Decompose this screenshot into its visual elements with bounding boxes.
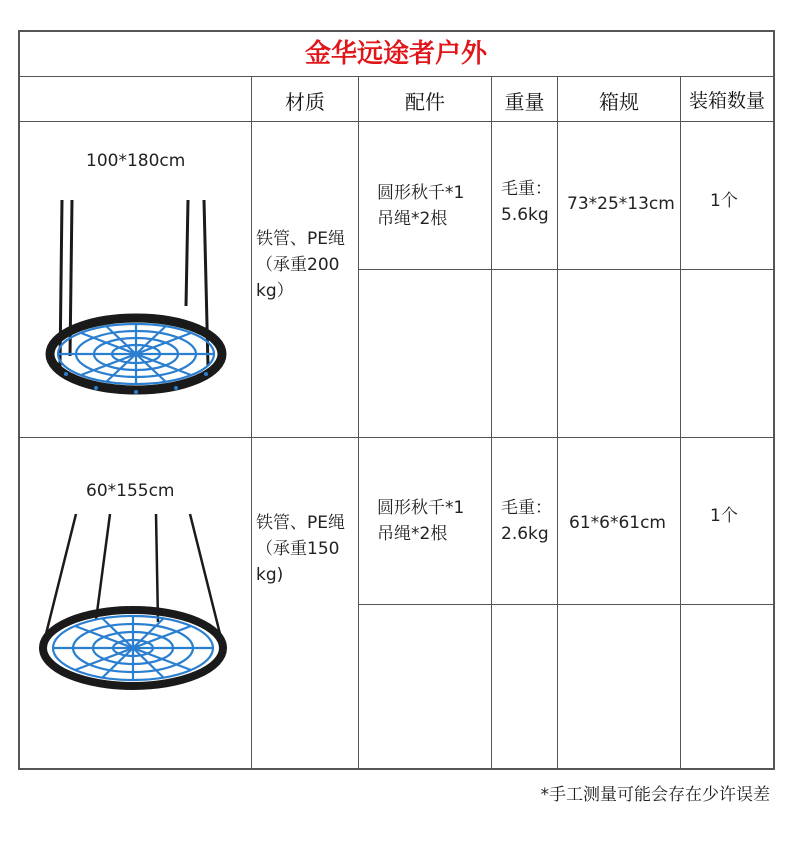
parts-line: 圆形秋千*1 — [377, 498, 465, 518]
parts-line: 吊绳*2根 — [377, 524, 448, 544]
material-cell — [256, 510, 356, 588]
round-swing-image — [36, 196, 236, 418]
parts-line: 吊绳*2根 — [377, 209, 448, 229]
page-title: 金华远途者户外 — [304, 39, 487, 69]
header-parts: 配件 — [405, 90, 445, 114]
header-qty: 装箱数量 — [688, 90, 765, 112]
product-size: 100*180cm — [86, 151, 186, 171]
header-material: 材质 — [285, 90, 325, 114]
product-size: 60*155cm — [86, 481, 175, 501]
weight-value: 2.6kg — [501, 524, 549, 544]
weight-label: 毛重： — [501, 179, 552, 199]
material-line: （承重200 — [256, 255, 340, 275]
box-size-cell: 61*6*61cm — [569, 513, 666, 533]
parts-cell — [377, 180, 464, 232]
qty-cell: 1个 — [710, 506, 738, 526]
weight-label: 毛重： — [501, 498, 552, 518]
material-line: 铁管、PE绳 — [256, 513, 345, 533]
material-line: kg） — [256, 281, 294, 301]
material-line: kg) — [256, 565, 284, 585]
qty-cell: 1个 — [710, 191, 738, 211]
parts-line: 圆形秋千*1 — [377, 183, 465, 203]
header-box-size: 箱规 — [599, 90, 639, 114]
weight-cell — [501, 495, 552, 547]
material-line: 铁管、PE绳 — [256, 229, 345, 249]
material-cell — [256, 226, 356, 304]
weight-value: 5.6kg — [501, 205, 549, 225]
measurement-note: *手工测量可能会存在少许误差 — [540, 785, 770, 805]
header-weight: 重量 — [504, 90, 545, 114]
round-swing-image — [30, 512, 240, 712]
parts-cell — [377, 495, 464, 547]
box-size-cell: 73*25*13cm — [567, 194, 675, 214]
weight-cell — [501, 176, 552, 228]
material-line: （承重150 — [256, 539, 340, 559]
